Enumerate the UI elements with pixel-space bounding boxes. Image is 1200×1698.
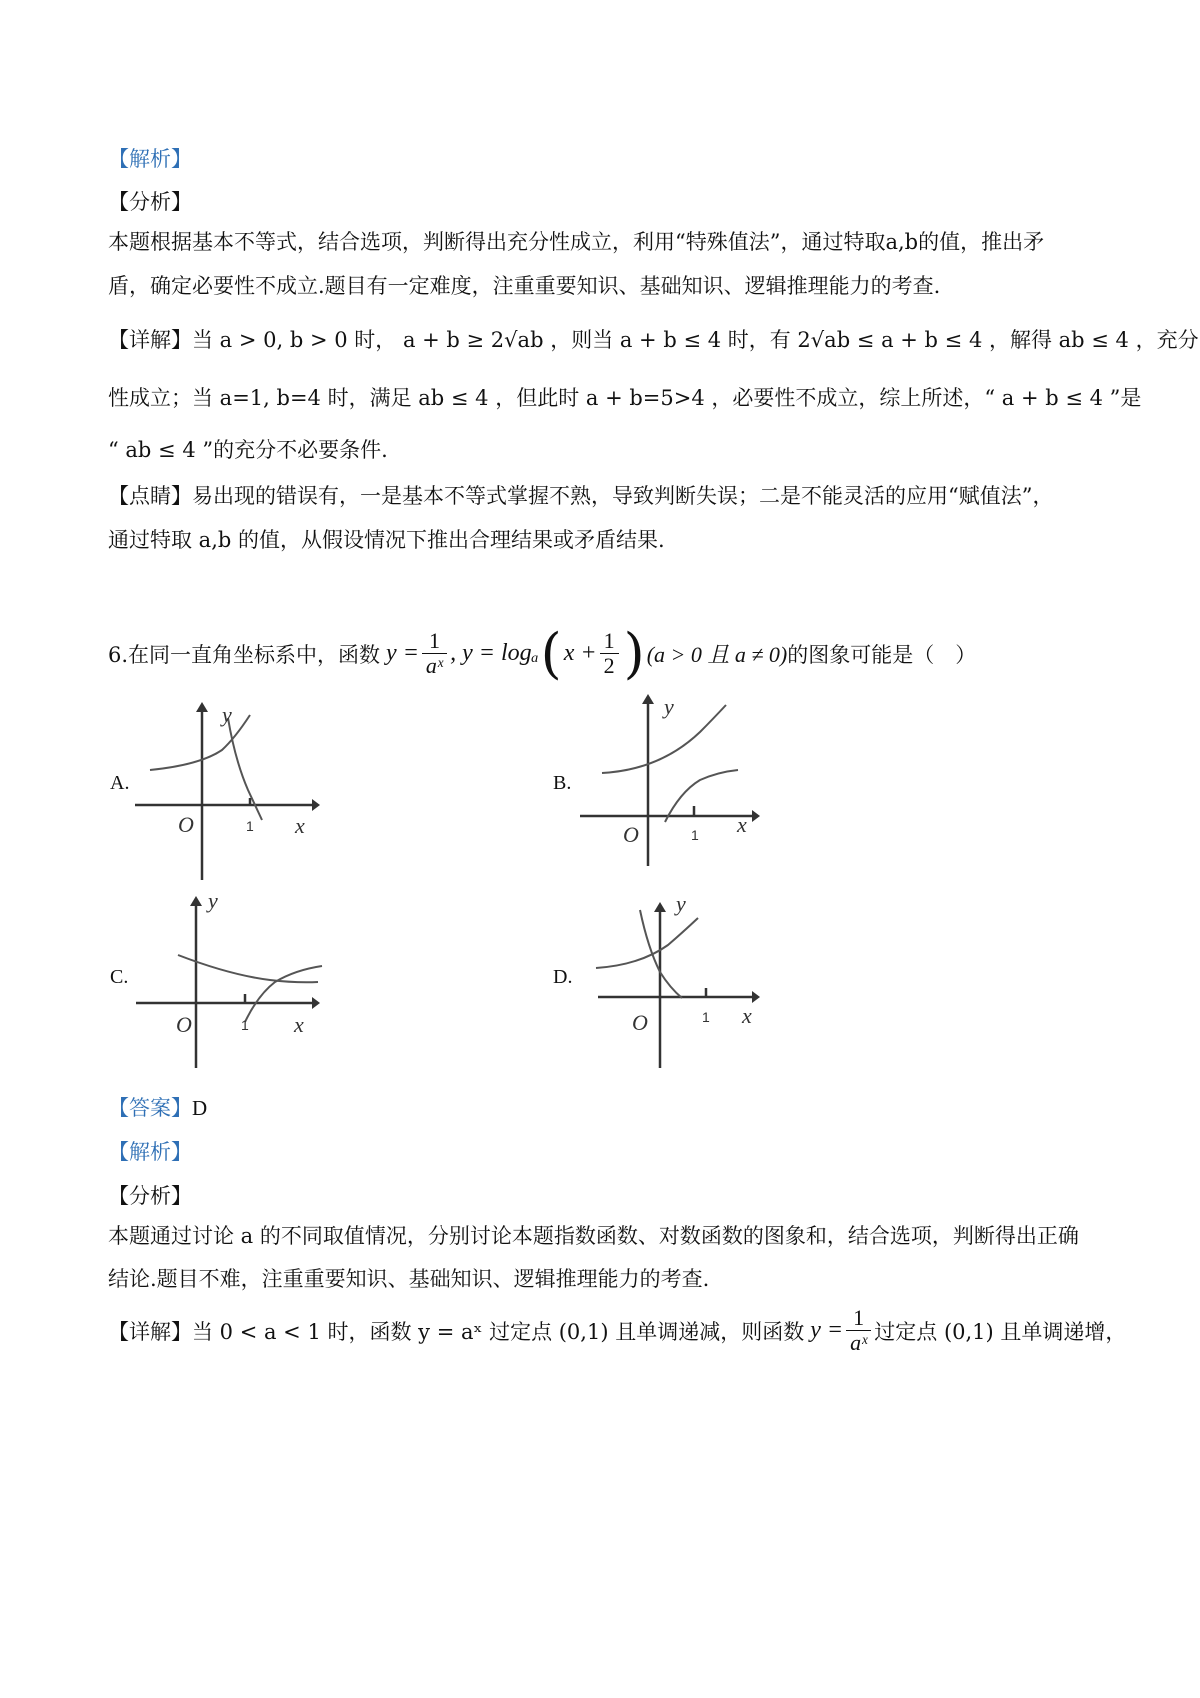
graph-a-one: 1 [246,818,254,834]
question-log: , y = logₐ [450,640,539,666]
graph-c[interactable] [136,888,322,1068]
detail-line-3: “ ab ≤ 4 ”的充分不必要条件. [108,438,388,462]
detail-line-2: 性成立；当 a=1, b=4 时，满足 ab ≤ 4 ，但此时 a + b=5>4 ，必要性不成立，综上所述，“ a + b ≤ 4 ”是 [108,386,1142,410]
answer-tag: 【答案】 [108,1096,192,1120]
graph-b[interactable] [580,694,760,866]
note-line-2: 通过特取 a,b 的值，从假设情况下推出合理结果或矛盾结果. [108,528,665,552]
question-frac2-num: 1 [600,629,619,654]
xiangjie-tag-1: 【详解】 [108,328,192,352]
graph-d-y-arrow [654,902,666,912]
graph-a[interactable] [135,702,320,880]
question-x-plus: x + [563,640,597,666]
detail2-part-a: 当 0 < a < 1 时，函数 y = aˣ 过定点 (0,1) 且单调递减，则函数 [192,1319,805,1344]
option-a-label[interactable]: A. [110,772,130,794]
detail2-frac-num: 1 [846,1306,871,1331]
graph-c-y-arrow [190,896,202,906]
fenxi-tag-2: 【分析】 [108,1184,192,1208]
dianjing-tag: 【点睛】 [108,484,192,508]
analysis2-line-2: 结论.题目不难，注重重要知识、基础知识、逻辑推理能力的考查. [108,1267,710,1291]
question-paren-close: ) [623,622,645,685]
question-condition: (a > 0 且 a ≠ 0) [646,642,788,667]
xiangjie-tag-2: 【详解】 [108,1319,192,1344]
jiexi-tag-2: 【解析】 [108,1140,192,1164]
answer-row [108,1092,207,1122]
analysis-line-2: 盾，确定必要性不成立.题目有一定难度，注重重要知识、基础知识、逻辑推理能力的考查. [108,274,941,298]
question-paren-open: ( [540,622,562,685]
graph-c-x-label: x [294,1012,304,1037]
detail-line-1: 当 a > 0, b > 0 时， a + b ≥ 2√ab ，则当 a + b ≤ 4 时，有 2√ab ≤ a + b ≤ 4 ，解得 ab ≤ 4 ，充分 [192,328,1199,352]
graph-d-x-arrow [752,991,760,1003]
graph-a-y-arrow [196,702,208,712]
graph-c-origin: O [176,1012,192,1037]
detail2-frac-den: aˣ [850,1330,868,1355]
question-frac1-den: aˣ [425,653,444,678]
graph-d-curve-increasing [596,918,698,968]
question-prefix: 6.在同一直角坐标系中，函数 [108,642,381,667]
note-line-1: 易出现的错误有，一是基本不等式掌握不熟，导致判断失误；二是不能灵活的应用“赋值法”， [192,484,1054,508]
graph-d[interactable] [596,891,760,1068]
graph-d-one: 1 [702,1009,710,1025]
graph-b-one: 1 [691,827,699,843]
graph-a-y-label: y [222,702,232,727]
graph-c-one: 1 [241,1017,249,1033]
question-frac2-den: 2 [603,653,615,678]
graph-a-x-arrow [312,799,320,811]
detail2-part-b: 过定点 (0,1) 且单调递增， [874,1319,1127,1344]
graph-d-x-label: x [742,1003,752,1028]
jiexi-tag-1: 【解析】 [108,147,192,171]
graph-d-origin: O [632,1010,648,1035]
graph-b-x-arrow [752,810,760,822]
graph-a-origin: O [178,812,194,837]
detail2-row [108,1306,1126,1355]
graph-d-y-label: y [676,891,686,916]
fenxi-tag-1: 【分析】 [108,190,192,214]
analysis2-line-1: 本题通过讨论 a 的不同取值情况，分别讨论本题指数函数、对数函数的图象和，结合选项，判断得出正确 [108,1224,1079,1248]
detail2-frac [846,1306,871,1355]
option-c-label[interactable]: C. [110,966,129,988]
graph-b-curve-log [665,770,738,822]
answer-value: D [192,1096,208,1120]
question-suffix: 的图象可能是（ ） [787,642,977,667]
option-d-label[interactable]: D. [553,966,573,988]
graph-b-y-label: y [664,694,674,719]
graph-c-x-arrow [312,997,320,1009]
detail2-y-eq: y = [810,1317,844,1343]
graph-a-curve-increasing [150,715,250,770]
analysis-line-1: 本题根据基本不等式，结合选项，判断得出充分性成立，利用“特殊值法”，通过特取a,b的值，推出矛 [108,230,1045,254]
graph-b-origin: O [623,822,639,847]
graph-b-x-label: x [737,812,747,837]
graph-c-y-label: y [208,888,218,913]
question-frac1-num: 1 [422,629,447,654]
graph-a-x-label: x [295,813,305,838]
graph-b-y-arrow [642,694,654,704]
question-y-eq: y = [386,640,419,666]
graph-c-curve-log [245,966,322,1022]
graph-c-curve-exponential [178,955,318,982]
option-b-label[interactable]: B. [553,772,572,794]
